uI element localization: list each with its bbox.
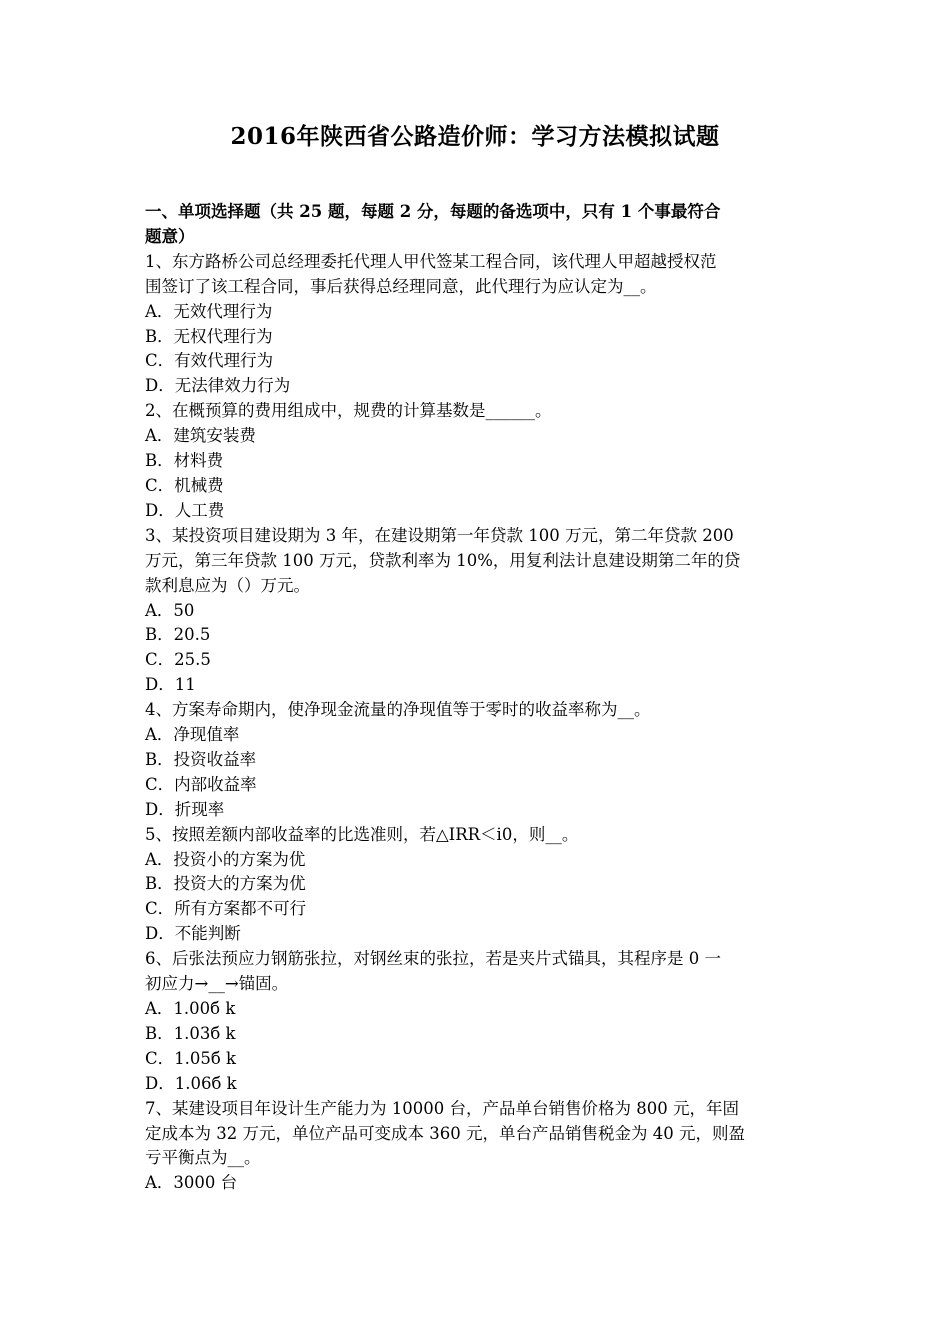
option-a: A．无效代理行为 (145, 301, 273, 321)
option-a: A．50 (145, 600, 195, 620)
question-2 (145, 399, 807, 524)
option-c: C．1.05б k (145, 1048, 237, 1068)
question-text-line: 4、方案寿命期内，使净现金流量的净现值等于零时的收益率称为__。 (145, 700, 651, 720)
section-heading-line: 题意） (145, 226, 195, 246)
question-text-line: 3、某投资项目建设期为 3 年，在建设期第一年贷款 100 万元，第二年贷款 200 (145, 525, 734, 545)
option-c: C．有效代理行为 (145, 351, 274, 371)
option-c: C．所有方案都不可行 (145, 899, 307, 919)
option-d: D．人工费 (145, 500, 225, 520)
option-a: A．投资小的方案为优 (145, 849, 306, 869)
question-text-line: 5、按照差额内部收益率的比选准则，若△IRR＜i0，则__。 (145, 824, 579, 844)
question-6 (145, 947, 807, 1096)
option-a: A．3000 台 (145, 1173, 238, 1193)
section-heading-line: 一、单项选择题（共 25 题，每题 2 分，每题的备选项中，只有 1 个事最符合 (145, 202, 721, 221)
option-c: C．内部收益率 (145, 774, 257, 794)
option-a: A．建筑安装费 (145, 426, 256, 446)
question-text-line: 1、东方路桥公司总经理委托代理人甲代签某工程合同，该代理人甲超越授权范 (145, 251, 717, 271)
option-b: B．投资收益率 (145, 749, 257, 769)
exam-content (145, 200, 807, 1196)
option-b: B．1.03б k (145, 1023, 236, 1043)
question-7 (145, 1097, 807, 1197)
question-text-line: 万元，第三年贷款 100 万元，贷款利率为 10%，用复利法计息建设期第二年的贷 (145, 550, 741, 570)
option-a: A．1.00б k (145, 999, 236, 1018)
section-heading (145, 200, 807, 250)
question-text-line: 2、在概预算的费用组成中，规费的计算基数是______。 (145, 401, 552, 421)
question-text-line: 6、后张法预应力钢筋张拉，对钢丝束的张拉，若是夹片式锚具，其程序是 0 一 (145, 949, 721, 969)
option-d: D．无法律效力行为 (145, 376, 291, 396)
option-b: B．20.5 (145, 625, 211, 645)
question-5 (145, 823, 807, 948)
question-text-line: 初应力→__→锚固。 (145, 974, 289, 994)
question-text-line: 围签订了该工程合同，事后获得总经理同意，此代理行为应认定为__。 (145, 276, 657, 296)
page-title: 2016年陕西省公路造价师：学习方法模拟试题 (230, 123, 720, 150)
option-d: D．不能判断 (145, 924, 241, 944)
question-text-line: 亏平衡点为__。 (145, 1148, 261, 1168)
option-a: A．净现值率 (145, 725, 240, 745)
option-c: C．25.5 (145, 650, 211, 670)
option-b: B．无权代理行为 (145, 326, 273, 346)
question-3 (145, 524, 807, 698)
question-text-line: 定成本为 32 万元，单位产品可变成本 360 元，单台产品销售税金为 40 元，则盈 (145, 1123, 745, 1143)
question-4 (145, 698, 807, 823)
option-b: B．材料费 (145, 451, 224, 471)
option-d: D．折现率 (145, 799, 225, 819)
question-text-line: 款利息应为（）万元。 (145, 575, 310, 595)
option-c: C．机械费 (145, 475, 224, 495)
option-d: D．11 (145, 675, 196, 695)
question-text-line: 7、某建设项目年设计生产能力为 10000 台，产品单台销售价格为 800 元，年固 (145, 1098, 739, 1118)
question-1 (145, 250, 807, 399)
option-b: B．投资大的方案为优 (145, 874, 306, 894)
option-d: D．1.06б k (145, 1073, 237, 1093)
